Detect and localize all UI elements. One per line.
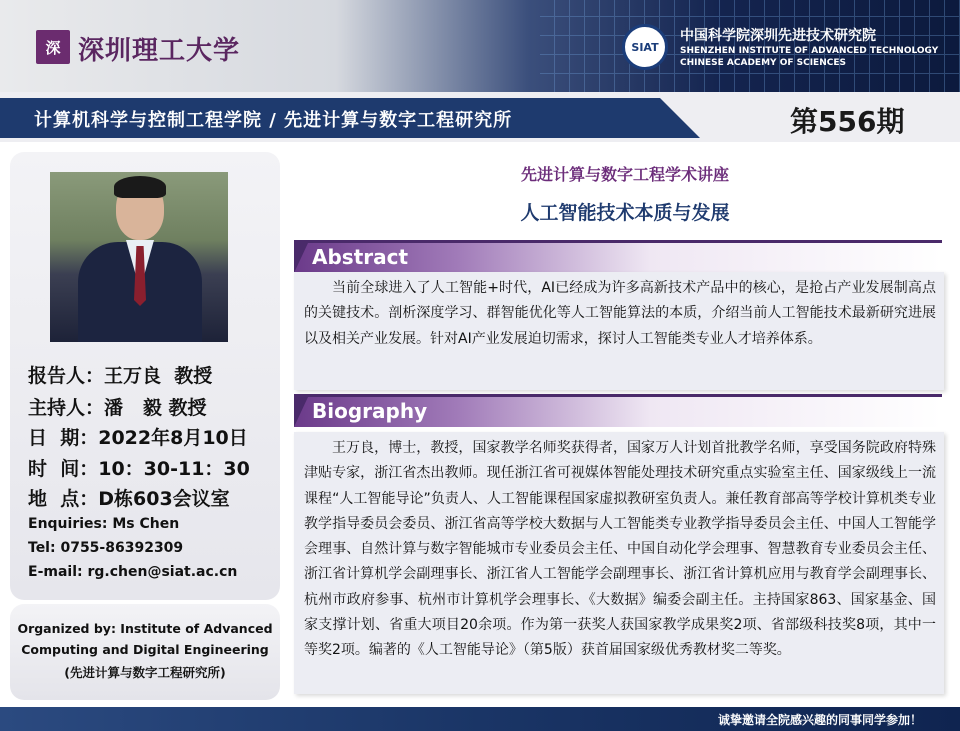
telephone: Tel: 0755-86392309 <box>28 540 184 556</box>
biography-heading: Biography <box>312 399 428 423</box>
footer-text: 诚挚邀请全院感兴趣的同事同学参加！ <box>717 713 922 727</box>
organizer-line-2: Computing and Digital Engineering <box>21 642 269 657</box>
organizer-line-1: Organized by: Institute of Advanced <box>17 621 273 636</box>
email[interactable]: E-mail: rg.chen@siat.ac.cn <box>28 564 238 580</box>
issue-number: 第556期 <box>790 105 905 138</box>
header <box>0 0 960 92</box>
biography-header <box>294 394 942 427</box>
biography-text: 王万良，博士，教授，国家教学名师奖获得者，国家万人计划首批教学名师，享受国务院政府特殊津贴专家，浙江省杰出教师。现任浙江省可视媒体智能处理技术研究重点实验室主任、国家级线上一流课程“人工智能导论”负责人、人工智能课程国家虚拟教研室负责人。兼任教育部高等学校计算机类专业教学指导委员会委员、浙江省高等学校大数据与人工智能类专业教学指导委员会主任、中国人工智能学会理事、自然计算与数字智能城市专业委员会主任、中国自动化学会理事、智慧教育专业委员会主任、浙江省计算机学会副理事长、浙江省人工智能学会副理事长、浙江省计算机应用与教育学会副理事长、杭州市政府参事、杭州市计算机学会理事长、《大数据》编委会副主任。主持国家863、国家基金、国家支撑计划、省重大项目20余项。作为第一获奖人获国家教学成果奖2项、省部级科技奖8项，其中一等奖2项。编著的《人工智能导论》（第5版）获首届国家级优秀教材奖二等奖。 <box>304 440 936 659</box>
siat-name-en-2: CHINESE ACADEMY OF SCIENCES <box>680 58 846 68</box>
biography-box <box>294 432 944 694</box>
siat-name-en-1: SHENZHEN INSTITUTE OF ADVANCED TECHNOLOGY <box>680 46 939 56</box>
reporter: 报告人：王万良 教授 <box>28 365 213 387</box>
sztu-name: 深圳理工大学 <box>78 36 241 66</box>
host: 主持人：潘 毅 教授 <box>28 397 207 419</box>
siat-logo-icon: SIAT <box>622 24 668 70</box>
footer <box>0 707 960 731</box>
abstract-header <box>294 240 942 273</box>
lecture-title: 人工智能技术本质与发展 <box>520 202 730 224</box>
speaker-photo <box>50 172 228 342</box>
sztu-logo-icon: 深 <box>36 30 70 64</box>
abstract-box <box>294 272 944 390</box>
school-name: 计算机科学与控制工程学院 / 先进计算与数字工程研究所 <box>34 110 513 131</box>
organizer-line-3: (先进计算与数字工程研究所) <box>64 665 226 680</box>
abstract-text: 当前全球进入了人工智能+时代，AI已经成为许多高新技术产品中的核心，是抢占产业发展制高点的关键技术。剖析深度学习、群智能优化等人工智能算法的本质，介绍当前人工智能技术最新研究进展以及相关产业发展。针对AI产业发展迫切需求，探讨人工智能类专业人才培养体系。 <box>304 280 936 347</box>
enquiries: Enquiries: Ms Chen <box>28 516 180 532</box>
location: 地 点：D栋603会议室 <box>28 488 230 510</box>
lecture-series: 先进计算与数字工程学术讲座 <box>520 165 729 184</box>
date: 日 期：2022年8月10日 <box>28 427 248 449</box>
abstract-heading: Abstract <box>312 245 409 269</box>
siat-name-cn: 中国科学院深圳先进技术研究院 <box>680 28 876 44</box>
time: 时 间：10：30-11：30 <box>28 458 250 480</box>
